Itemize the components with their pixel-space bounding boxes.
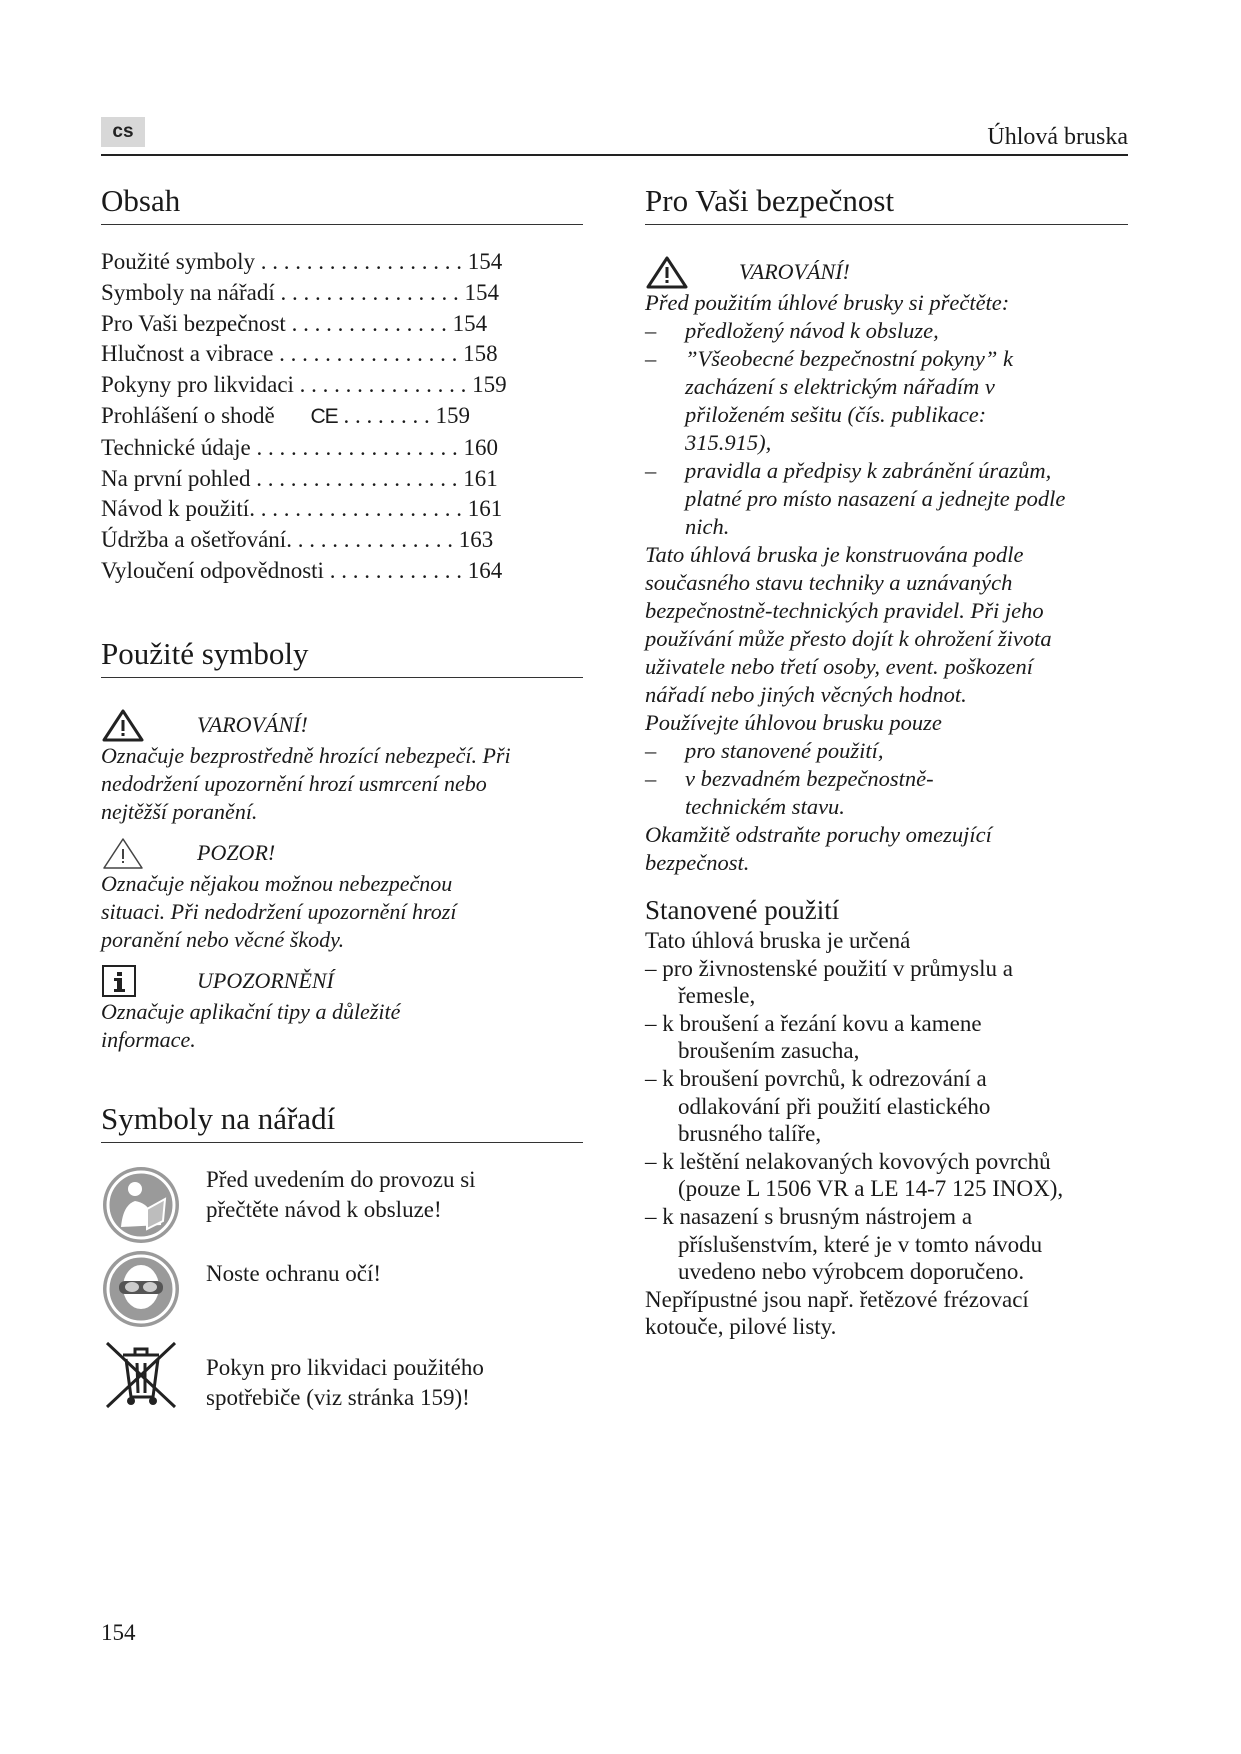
warning-label: VAROVÁNÍ!: [197, 711, 308, 737]
list-item: – předložený návod k obsluze,: [645, 318, 939, 343]
intended-use-title: Stanovené použití: [645, 895, 840, 925]
warning-symbol-block: [101, 708, 583, 826]
toc-item[interactable]: Návod k použití. . . . . . . . . . . . . . . . . . . 161: [101, 496, 503, 522]
safety-use-intro: Používejte úhlovou brusku pouze: [645, 710, 942, 735]
tool-symbols-title: Symboly na nářadí: [101, 1098, 583, 1143]
toc-item[interactable]: Pokyny pro likvidaci . . . . . . . . . . . . . . . 159: [101, 372, 507, 398]
toc-item[interactable]: Pro Vaši bezpečnost . . . . . . . . . . . . . . 154: [101, 310, 488, 336]
toc-item-label: Prohlášení o shodě: [101, 402, 275, 428]
caution-label: POZOR!: [197, 839, 276, 865]
list-item: – k nasazení s brusným nástrojem a příslušenstvím, které je v tomto návodu uvedeno nebo výrobcem doporučeno.: [645, 1203, 1043, 1285]
list-item: – ”Všeobecné bezpečnostní pokyny” k zacházení s elektrickým nářadím v přiloženém sešitu (čís. publikace: 315.915),: [645, 346, 1014, 455]
list-item: – k broušení a řezání kovu a kamene broušením zasucha,: [645, 1010, 982, 1064]
tool-symbol-row: [101, 1333, 583, 1413]
toc-item[interactable]: Údržba a ošetřování. . . . . . . . . . . . . . . 163: [101, 527, 494, 553]
note-description: Označuje aplikační tipy a důležité informace.: [101, 998, 401, 1052]
table-of-contents: [101, 247, 583, 587]
toc-item[interactable]: Symboly na nářadí . . . . . . . . . . . . . . . . 154: [101, 279, 499, 305]
list-item: – k leštění nelakovaných kovových povrchů (pouze L 1506 VR a LE 14-7 125 INOX),: [645, 1148, 1064, 1202]
info-icon: [101, 964, 145, 998]
disposal-bin-icon: [101, 1333, 181, 1413]
toc-title: Obsah: [101, 180, 583, 225]
language-badge: cs: [101, 117, 145, 147]
intended-use-outro: Nepřípustné jsou např. řetězové frézovací kotouče, pilové listy.: [645, 1286, 1029, 1340]
list-item: – pro živnostenské použití v průmyslu a řemesle,: [645, 955, 1013, 1009]
list-item: – pro stanovené použití,: [645, 738, 884, 763]
safety-paragraph: Okamžitě odstraňte poruchy omezující bezpečnost.: [645, 822, 992, 875]
safety-warning-label: VAROVÁNÍ!: [739, 259, 850, 284]
caution-triangle-icon: [101, 836, 145, 870]
eye-protection-icon: [101, 1249, 181, 1329]
read-manual-icon: [101, 1165, 181, 1245]
toc-item[interactable]: Vyloučení odpovědnosti . . . . . . . . . . . . 164: [101, 557, 503, 583]
header-rule: [101, 154, 1128, 156]
note-symbol-block: [101, 964, 583, 1054]
ce-mark-icon: CE: [310, 404, 338, 428]
toc-item-page: . . . . . . . . 159: [343, 402, 470, 428]
toc-item[interactable]: Použité symboly . . . . . . . . . . . . . . . . . . 154: [101, 249, 503, 274]
toc-item[interactable]: [101, 401, 583, 433]
tool-symbol-row: [101, 1249, 583, 1329]
toc-item[interactable]: Technické údaje . . . . . . . . . . . . . . . . . . 160: [101, 434, 498, 460]
symbols-title: Použité symboly: [101, 633, 583, 678]
caution-symbol-block: [101, 836, 583, 954]
list-item: – k broušení povrchů, k odrezování a odlakování při použití elastického brusného talíře,: [645, 1065, 991, 1147]
document-title: Úhlová bruska: [987, 124, 1128, 150]
toc-item[interactable]: Hlučnost a vibrace . . . . . . . . . . . . . . . . 158: [101, 341, 498, 367]
warning-description: Označuje bezprostředně hrozící nebezpečí. Při nedodržení upozornění hrozí usmrcení nebo nejtěžší poranění.: [101, 742, 511, 824]
note-label: UPOZORNĚNÍ: [197, 967, 334, 993]
intended-use-intro: Tato úhlová bruska je určená: [645, 928, 911, 953]
tool-symbol-text: Pokyn pro likvidaci použitého spotřebiče (viz stránka 159)!: [206, 1354, 484, 1410]
warning-triangle-icon: [645, 255, 689, 289]
safety-paragraph: Tato úhlová bruska je konstruována podle současného stavu techniky a uznávaných bezpečnostně-technických pravidel. Při jeho používání může přesto dojít k ohrožení života uživatele nebo třetí osoby, event. poškození nářadí nebo jiných věcných hodnot.: [645, 542, 1052, 707]
toc-item[interactable]: Na první pohled . . . . . . . . . . . . . . . . . . 161: [101, 465, 498, 491]
caution-description: Označuje nějakou možnou nebezpečnou situaci. Při nedodržení upozornění hrozí poranění nebo věcné škody.: [101, 870, 457, 952]
page-number: 154: [101, 1620, 136, 1645]
tool-symbol-text: Noste ochranu očí!: [206, 1260, 381, 1286]
list-item: – v bezvadném bezpečnostně-technickém stavu.: [645, 766, 934, 819]
warning-triangle-icon: [101, 708, 145, 742]
list-item: – pravidla a předpisy k zabránění úrazům, platné pro místo nasazení a jednejte podle nich.: [645, 458, 1066, 539]
right-column: [645, 180, 1128, 1341]
tool-symbol-row: [101, 1165, 583, 1245]
safety-title: Pro Vaši bezpečnost: [645, 180, 1128, 225]
safety-intro: Před použitím úhlové brusky si přečtěte:: [645, 290, 1010, 315]
left-column: [101, 180, 583, 1413]
tool-symbol-text: Před uvedením do provozu si přečtěte návod k obsluze!: [206, 1166, 476, 1222]
